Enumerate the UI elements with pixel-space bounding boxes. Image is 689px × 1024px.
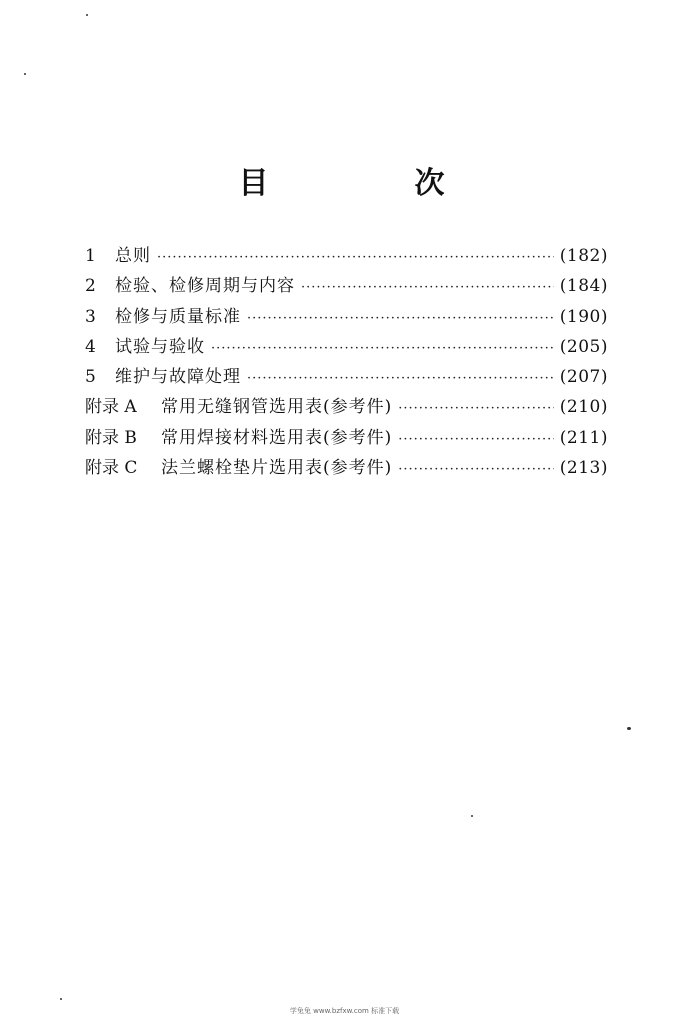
scan-speck (86, 14, 88, 16)
scan-speck (471, 815, 473, 817)
toc-entry-appendix-c[interactable] (85, 453, 608, 483)
scan-speck (60, 998, 62, 1000)
toc-leader-dots (247, 364, 554, 394)
toc-entry-page: (211) (559, 427, 608, 448)
toc-entry-page: (205) (559, 336, 608, 357)
toc-entry-5[interactable] (85, 362, 608, 392)
toc-entry-number: 附录 B (85, 427, 137, 448)
scan-speck (24, 73, 26, 75)
page-title: 目 次 (238, 166, 503, 201)
toc-entry-title: 试验与验收 (115, 336, 205, 357)
toc-entry-2[interactable] (85, 271, 608, 301)
toc-entry-title: 总则 (115, 246, 151, 266)
toc-entry-page: (207) (559, 367, 608, 388)
toc-entry-1[interactable] (85, 241, 608, 271)
toc-leader-dots (301, 273, 554, 303)
toc-entry-3[interactable] (85, 302, 608, 332)
table-of-contents (85, 241, 608, 483)
toc-entry-number: 附录 A (85, 397, 137, 418)
toc-leader-dots (157, 243, 554, 273)
toc-entry-number: 1 (85, 246, 96, 266)
toc-entry-4[interactable] (85, 332, 608, 362)
toc-leader-dots (247, 304, 554, 334)
toc-entry-page: (182) (559, 246, 608, 266)
toc-entry-number: 5 (85, 367, 96, 388)
toc-entry-page: (210) (559, 397, 608, 418)
toc-entry-number: 附录 C (85, 458, 138, 479)
toc-entry-title: 法兰螺栓垫片选用表(参考件) (161, 458, 393, 479)
toc-entry-page: (213) (559, 458, 608, 479)
toc-entry-title: 检修与质量标准 (115, 306, 241, 327)
toc-entry-title: 检验、检修周期与内容 (115, 276, 295, 297)
toc-entry-page: (184) (559, 276, 608, 297)
toc-entry-title: 常用焊接材料选用表(参考件) (161, 427, 393, 448)
toc-entry-number: 2 (85, 276, 96, 297)
watermark-footer: 学兔兔 www.bzfxw.com 标准下载 (289, 1007, 400, 1015)
toc-entry-title: 维护与故障处理 (115, 367, 241, 388)
toc-leader-dots (211, 334, 554, 364)
toc-entry-page: (190) (559, 306, 608, 327)
toc-leader-dots (398, 425, 554, 455)
toc-entry-title: 常用无缝钢管选用表(参考件) (161, 397, 393, 418)
toc-entry-appendix-b[interactable] (85, 423, 608, 453)
toc-entry-number: 4 (85, 336, 96, 357)
toc-entry-number: 3 (85, 306, 96, 327)
toc-leader-dots (398, 455, 554, 485)
toc-entry-appendix-a[interactable] (85, 392, 608, 422)
scan-speck (627, 727, 631, 730)
toc-leader-dots (398, 394, 554, 424)
